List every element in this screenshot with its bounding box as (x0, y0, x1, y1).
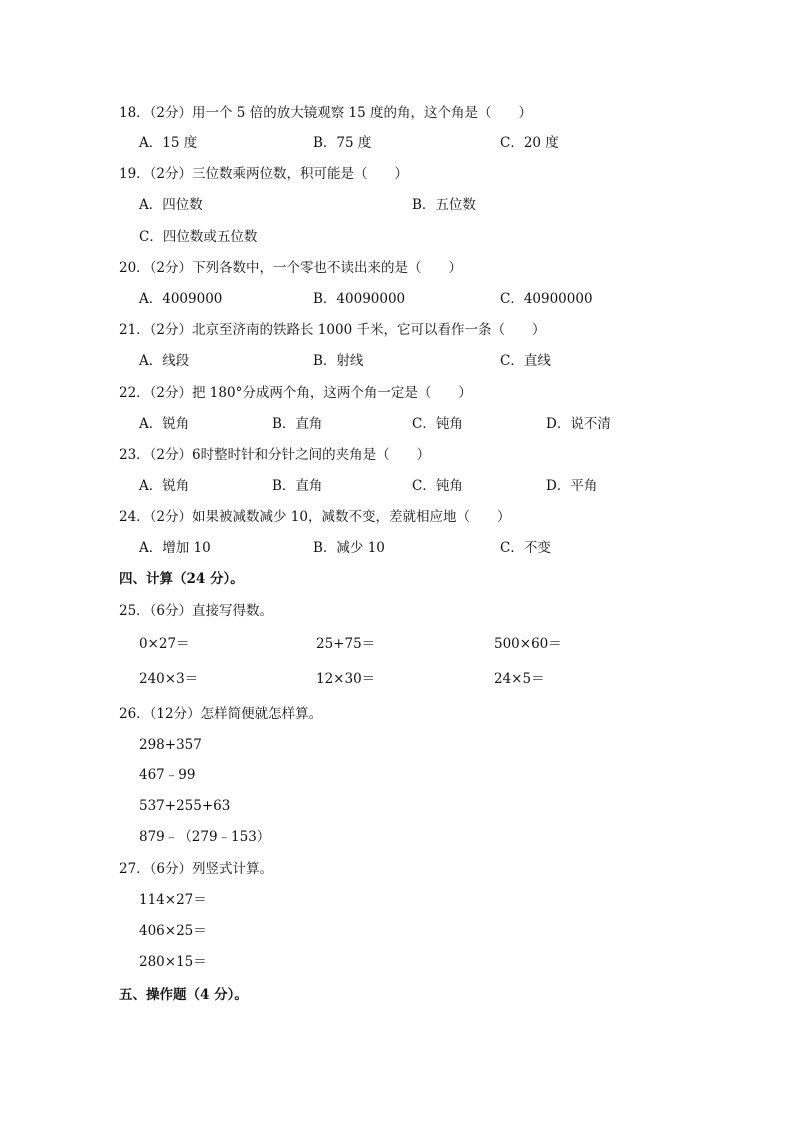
question-26-stem: 26．（12分）怎样简便就怎样算。 (119, 706, 323, 722)
question-21-option-b: B．射线 (313, 353, 364, 369)
q25-item: 0×27＝ (139, 636, 190, 652)
question-22-stem: 22．（2分）把 180°分成两个角，这两个角一定是（ ） (119, 385, 472, 401)
q26-item: 298+357 (139, 737, 202, 753)
question-22-option-b: B．直角 (272, 416, 323, 432)
question-19-option-b: B．五位数 (412, 197, 476, 213)
question-25-stem: 25．（6分）直接写得数。 (119, 603, 274, 619)
question-23-option-d: D．平角 (546, 478, 598, 494)
question-23-option-b: B．直角 (272, 478, 323, 494)
q25-item: 12×30＝ (316, 671, 376, 687)
question-22-option-d: D．说不清 (546, 416, 611, 432)
question-19-option-a: A．四位数 (139, 197, 203, 213)
q27-item: 406×25＝ (139, 923, 207, 939)
question-21-option-a: A．线段 (139, 353, 190, 369)
q27-item: 114×27＝ (139, 892, 207, 908)
question-24-option-b: B．减少 10 (313, 540, 385, 556)
q25-item: 240×3＝ (139, 671, 199, 687)
question-20-option-c: C．40900000 (500, 291, 593, 307)
question-23-option-a: A．锐角 (139, 478, 190, 494)
question-24-stem: 24．（2分）如果被减数减少 10，减数不变，差就相应地（ ） (119, 509, 511, 525)
question-18-option-c: C．20 度 (500, 135, 559, 151)
question-23-stem: 23．（2分）6时整时针和分针之间的夹角是（ ） (119, 447, 431, 463)
q26-item: 467﹣99 (139, 767, 196, 783)
q25-item: 24×5＝ (494, 671, 545, 687)
question-19-stem: 19．（2分）三位数乘两位数，积可能是（ ） (119, 166, 409, 182)
q25-item: 500×60＝ (494, 636, 562, 652)
q27-item: 280×15＝ (139, 954, 207, 970)
question-24-option-c: C．不变 (500, 540, 551, 556)
q26-item: 537+255+63 (139, 798, 231, 814)
question-20-option-a: A．4009000 (139, 291, 223, 307)
q25-item: 25+75＝ (316, 636, 376, 652)
section-4-title: 四、计算（24 分）。 (119, 571, 244, 587)
question-20-option-b: B．40090000 (313, 291, 406, 307)
question-22-option-c: C．钝角 (412, 416, 463, 432)
question-19-option-c: C．四位数或五位数 (139, 229, 258, 245)
question-18-option-a: A．15 度 (139, 135, 198, 151)
q26-item: 879﹣（279﹣153） (139, 829, 271, 845)
question-18-option-b: B．75 度 (313, 135, 372, 151)
question-21-option-c: C．直线 (500, 353, 551, 369)
question-22-option-a: A．锐角 (139, 416, 190, 432)
question-21-stem: 21．（2分）北京至济南的铁路长 1000 千米，它可以看作一条（ ） (119, 322, 546, 338)
question-20-stem: 20．（2分）下列各数中，一个零也不读出来的是（ ） (119, 260, 463, 276)
question-23-option-c: C．钝角 (412, 478, 463, 494)
question-24-option-a: A．增加 10 (139, 540, 211, 556)
question-27-stem: 27．（6分）列竖式计算。 (119, 861, 274, 877)
section-5-title: 五、操作题（4 分）。 (119, 987, 248, 1003)
question-18-stem: 18．（2分）用一个 5 倍的放大镜观察 15 度的角，这个角是（ ） (119, 105, 532, 121)
